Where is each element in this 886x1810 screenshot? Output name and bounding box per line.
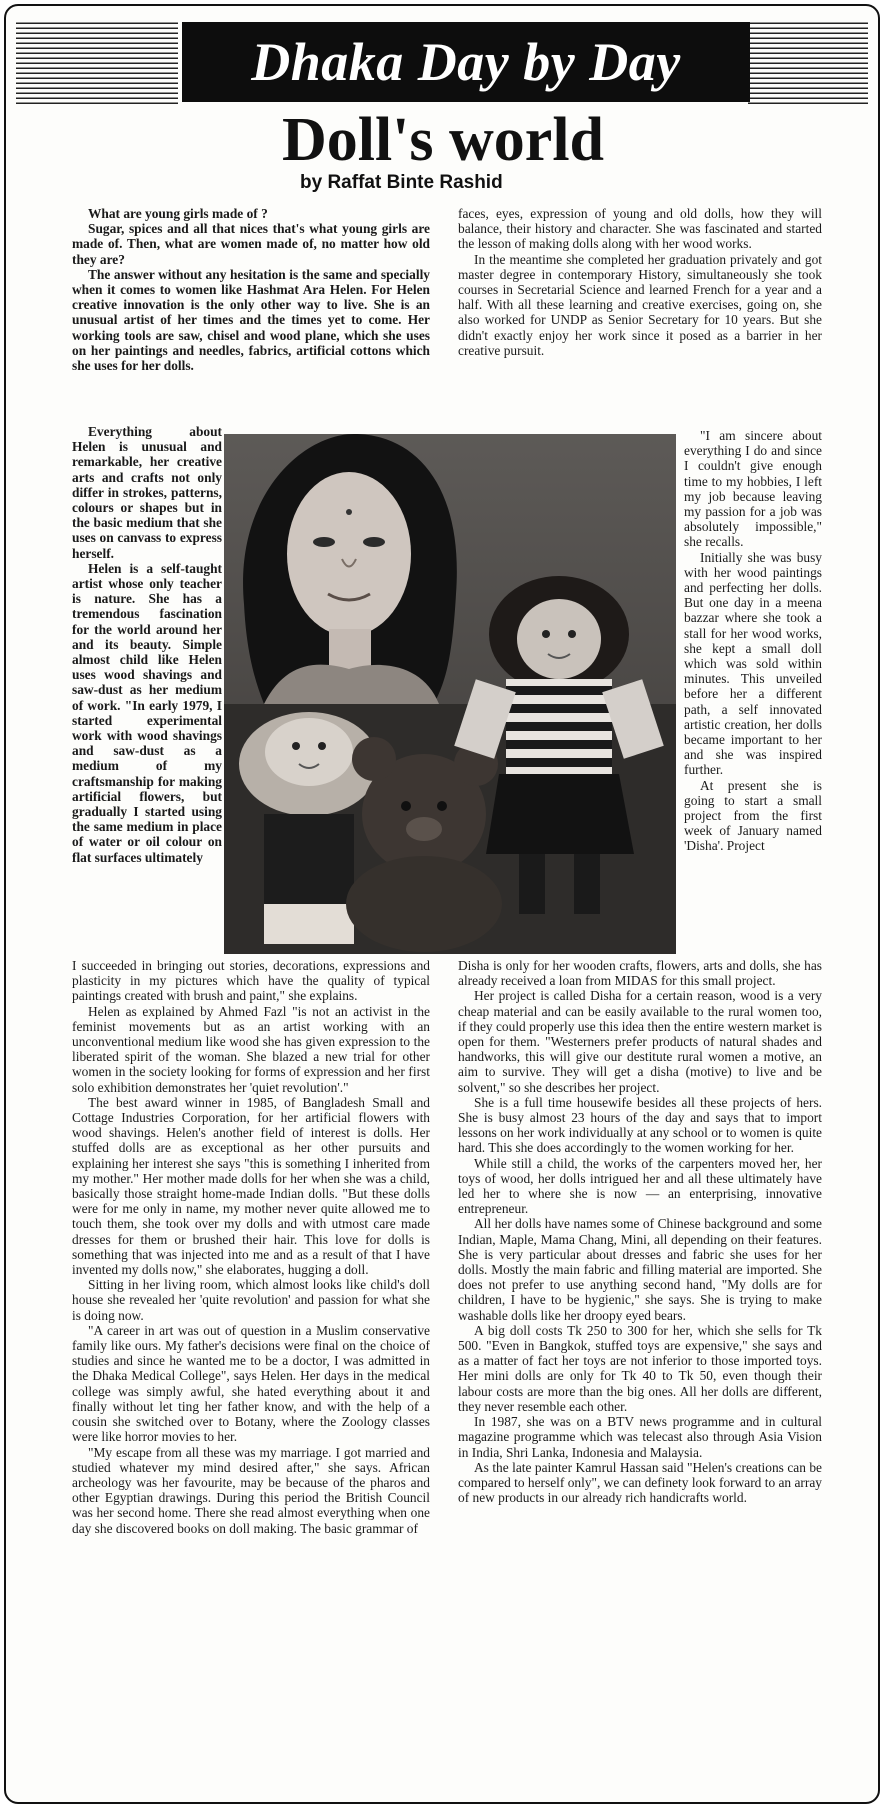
column-1-bottom [72,958,430,1536]
face-shape [287,472,411,636]
paragraph: Helen is a self-taught artist whose only teacher is nature. She has a tremendous fascination for the world around her and its beauty. Simple almost child like Helen uses wood shavings and saw-dust as her medium of work. "In early 1979, I started experimental work with wood shavings and saw-dust as a medium of my craftsmanship for making artificial flowers, but gradually I started using the same medium in place of water or oil colour on flat surfaces ultimately [72,560,222,865]
banner-hatch-right [748,20,868,104]
paragraph: She is a full time housewife besides all these projects of hers. She is busy almost 23 hours of the day and says that to import lessons on her work individually at any school or to women is quite hard. This she does accordingly to the women working for her. [458,1094,822,1156]
paragraph: Disha is only for her wooden crafts, flowers, arts and dolls, she has already received a loan from MIDAS for this small project. [458,958,822,989]
paragraph: Helen as explained by Ahmed Fazl "is not an activist in the feminist movements but as an artist working with an unconventional medium like wood she has given expression to the liberated spirit of the woman. She blazed a new trial for other women in the society looking for forms of expression and her first solo exhibition demonstrates her 'quiet revolution'." [72,1003,430,1095]
paragraph: All her dolls have names some of Chinese background and some Indian, Maple, Mama Chang, Mini, all depending on their features. She is very particular about dresses and fabric she uses for her dolls. Mostly the main fabric and filling material are imported. She does not prefer to use anything second hand, "My dolls are for children, I have to be hygienic," she says. She is trying to make washable dolls like her droopy eyed bears. [458,1216,822,1323]
paragraph: I succeeded in bringing out stories, decorations, expressions and plasticity in my pictures which have the quality of typical paintings created with brush and paint," she explains. [72,958,430,1004]
paragraph: The best award winner in 1985, of Bangladesh Small and Cottage Industries Corporation, for her artificial flowers with wood shavings. Helen's another field of interest is dolls. Her stuffed dolls are as exceptional as her other pursuits and explaining her interest she says "this is something I inherited from my mother." Her mother made dolls for her when she was a child, basically those straight home-made Indian dolls. "But these dolls were for me only in name, my mother never quite allowed me to touch them, she took over my dolls and with utmost care made dresses for them or brushed their hair. This love for dolls is something that was injected into me and as a result of that I have invented my dolls now," she elaborates, hugging a doll. [72,1094,430,1278]
paragraph: In the meantime she completed her graduation privately and got master degree in contemporary History, simultaneously she took courses in Secretarial Science and learned French for a year and a half. With all these learning and creative exercises, going on, she also worked for UNDP as Senior Secretary for 10 years. But she didn't exactly enjoy her work since it posed as a barrier in her creative pursuit. [458,251,822,358]
paragraph: "I am sincere about everything I do and since I couldn't give enough time to my hobbies, I left my job because leaving my passion for a job was absolutely impossible," she recalls. [684,428,822,550]
article-headline: Doll's world [281,106,605,174]
paragraph: Sugar, spices and all that nices that's what young girls are made of. Then, what are women made of, no matter how old they are? [72,221,430,267]
paragraph: What are young girls made of ? [88,206,268,221]
paragraph: The answer without any hesitation is the same and specially when it comes to women like Hashmat Ara Helen. For Helen creative innovation is the only other way to live. She is an unusual artist of her times and the times yet to come. Her working tools are saw, chisel and wood plane, which she uses on her paintings and needles, fabrics, artificial cottons which she uses for her dolls. [72,266,430,374]
paragraph: In 1987, she was on a BTV news programme and in cultural magazine programme which was telecast also through Asia Vision in India, Shri Lanka, Indonesia and Malaysia. [458,1414,822,1460]
portrait-with-dolls-photo [224,434,676,954]
column-1-top [72,206,430,373]
paragraph: Initially she was busy with her wood paintings and perfecting her dolls. But one day in a meena bazzar where she took a stall for her wood works, she kept a small doll which was sold within minutes. This unveiled before her a different path, a self innovated artistic creation, her dolls became important to her and she was inspired further. [684,549,822,778]
column-1-side [72,424,222,865]
photo-illustration [224,434,676,954]
paragraph: A big doll costs Tk 250 to 300 for her, which she sells for Tk 500. "Even in Bangkok, stuffed toys are expensive," she says and as a matter of fact her toys are not inferior to those imported toys. Her mini dolls are only for Tk 40 to Tk 50, even though their labour costs are more than the big ones. All her dolls are different, they never resemble each other. [458,1322,822,1414]
paragraph: Everything about Helen is unusual and remarkable, her creative arts and crafts not only differ in strokes, patterns, colours or shapes but in the basic medium that she uses on canvass to express herself. [72,424,222,561]
paragraph: "A career in art was out of question in a Muslim conservative family like ours. My father's decisions were final on the choice of studies and since he wanted me to be a doctor, I was admitted in the Dhaka Medical College", says Helen. Her days in the medical college was simply awful, she hated everything about it and finally without let ting her father know, and with the help of a cousin she switched over to Botany, where the Zoology classes were like horror movies to her. [72,1322,430,1445]
banner-hatch-left [16,20,178,104]
paragraph: "My escape from all these was my marriage. I got married and studied whatever my mind desired after," she says. African archeology was her favourite, may be because of the pharos and other Egyptian drawings. During this period the British Council was her second home. There she read almost everything when one day she discovered books on doll making. The basic grammar of [72,1444,430,1536]
paragraph: faces, eyes, expression of young and old dolls, how they will balance, their history and character. She was fascinated and started the lesson of making dolls along with her wood works. [458,206,822,252]
column-2-side [684,428,822,854]
paragraph: As the late painter Kamrul Hassan said "Helen's creations can be compared to herself only", we can definety look forward to an array of new products in our already rich handicrafts world. [458,1459,822,1506]
article-byline: by Raffat Binte Rashid [300,172,503,193]
column-2-top [458,206,822,358]
paragraph: While still a child, the works of the carpenters moved her, her toys of wood, her dolls intrigued her and all these ultimately have led her to where she is now — an enterprising, innovative entrepreneur. [458,1155,822,1217]
paragraph: At present she is going to start a small project from the first week of January named 'Disha'. Project [684,777,822,854]
column-2-bottom [458,958,822,1505]
column-banner: Dhaka Day by Day [182,22,750,102]
paragraph: Her project is called Disha for a certain reason, wood is a very cheap material and can be easily available to the rural women too, if they could properly use this idea then the entire western market is open for them. "Westerners prefer products of natural shades and handworks, this will give our destitute rural women a motive, an aim to survive. They will get a disha (motive) to live and be solvent," so she describes her project. [458,988,822,1095]
paragraph: Sitting in her living room, which almost looks like child's doll house she revealed her 'quite revolution' and passion for what she is doing now. [72,1277,430,1323]
